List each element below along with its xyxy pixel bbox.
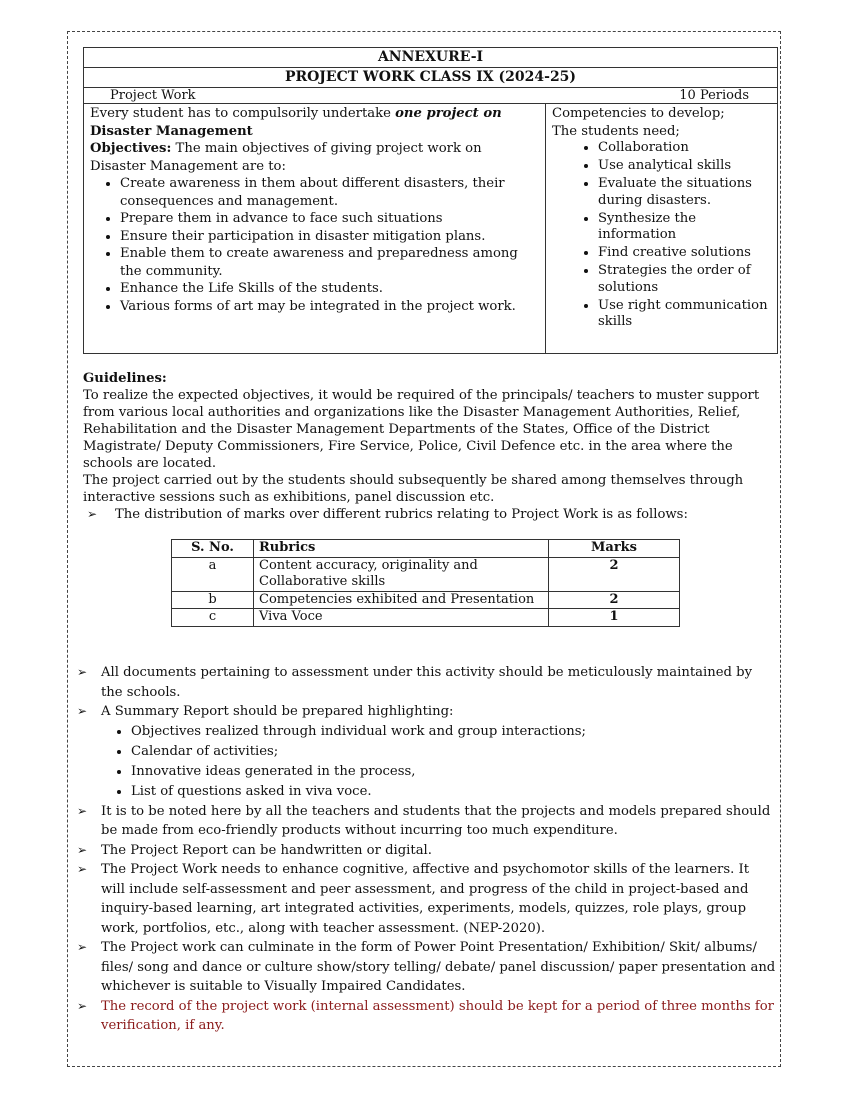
- arrow-bullet-icon: ➢: [77, 803, 88, 818]
- list-item: • Ensure their participation in disaster mitigation plans.: [120, 228, 539, 246]
- marks-table: [171, 539, 680, 627]
- record-note: The record of the project work (internal assessment) should be kept for a period of three months for verification, if any.: [101, 998, 774, 1033]
- list-item: • Various forms of art may be integrated in the project work.: [120, 298, 539, 316]
- column-header: Marks: [549, 540, 680, 558]
- subject-label: Project Work: [110, 88, 196, 103]
- list-item: • Use analytical skills: [598, 158, 771, 175]
- instruction-item: The Project Work needs to enhance cognitive, affective and psychomotor skills of the learners. It will include self-assessment and peer assessment, and progress of the child in project-based and inquiry-based learning, art integrated activities, experiments, models, quizzes, role plays, group work, portfolios, etc., along with teacher assessment. (NEP-2020).: [101, 862, 750, 936]
- project-work-table: [83, 47, 778, 354]
- list-item: • Calendar of activities;: [131, 742, 777, 762]
- arrow-bullet-icon: ➢: [77, 998, 88, 1013]
- arrow-bullet-icon: ➢: [77, 842, 88, 857]
- table-row: a Content accuracy, originality and Collaborative skills 2: [172, 557, 680, 591]
- list-item: • Create awareness in them about different disasters, their consequences and management.: [120, 175, 539, 210]
- list-item: • Evaluate the situations during disasters.: [598, 176, 771, 209]
- instruction-item: The Project work can culminate in the form of Power Point Presentation/ Exhibition/ Skit/ albums/ files/ song and dance or culture show/story telling/ debate/ panel discussion/ paper presentation and whichever is suitable to Visually Impaired Candidates.: [101, 940, 776, 994]
- list-item: • Collaboration: [598, 140, 771, 157]
- arrow-bullet-icon: ➢: [77, 704, 88, 718]
- arrow-bullet-icon: ➢: [87, 507, 98, 521]
- instruction-item: It is to be noted here by all the teachers and students that the projects and models prepared should be made from eco-friendly products without incurring too much expenditure.: [101, 803, 771, 838]
- list-item: • Synthesize the information: [598, 211, 771, 244]
- list-item: • Enable them to create awareness and preparedness among the community.: [120, 245, 539, 280]
- periods-label: 10 Periods: [679, 88, 749, 103]
- objectives-cell: Every student has to compulsorily undertake one project on Disaster Management Objectives: The main objectives of giving project work on Disaster Management are to: • Create awareness in them about different disasters, their consequences and management. • Prepare them in advance to face such situations • Ensure their participation in disaster mitigation plans. • Enable them to create awareness and preparedness among the community. • Enhance the Life Skills of the students. • Various forms of art may be integrated in the project work.: [84, 104, 546, 354]
- summary-list: [77, 722, 777, 802]
- instruction-item: All documents pertaining to assessment under this activity should be meticulously maintained by the schools.: [101, 665, 753, 700]
- arrow-bullet-icon: ➢: [77, 862, 88, 876]
- instruction-item: A Summary Report should be prepared highlighting:: [101, 704, 454, 719]
- list-item: • Innovative ideas generated in the process,: [131, 762, 777, 782]
- guidelines-section: Guidelines: To realize the expected objectives, it would be required of the principals/ teachers to muster support from various local authorities and organizations like the Disaster Management Authorities, Relief, Rehabilitation and the Disaster Management Departments of the States, Office of the District Magistrate/ Deputy Commissioners, Fire Service, Police, Civil Defence etc. in the area where the schools are located. The project carried out by the students should subsequently be shared among themselves through interactive sessions such as exhibitions, panel discussion etc. ➢ The distribution of marks over different rubrics relating to Project Work is as follows:: [83, 370, 773, 523]
- list-item: • Strategies the order of solutions: [598, 263, 771, 296]
- column-header: Rubrics: [254, 540, 549, 558]
- competencies-cell: Competencies to develop; The students need; • Collaboration • Use analytical skills • Evaluate the situations during disasters. • Synthesize the information • Find creative solutions • Strategies the order of solutions • Use right communication skills: [546, 104, 778, 354]
- objectives-list: [90, 175, 539, 315]
- arrow-bullet-icon: ➢: [77, 940, 88, 954]
- instructions-list: [77, 663, 777, 1036]
- page-title: PROJECT WORK CLASS IX (2024-25): [84, 68, 778, 88]
- guidelines-paragraph: The project carried out by the students should subsequently be shared among themselves through interactive sessions such as exhibitions, panel discussion etc.: [83, 473, 744, 505]
- list-item: • Find creative solutions: [598, 245, 771, 262]
- table-row: c Viva Voce 1: [172, 609, 680, 627]
- annexure-title: ANNEXURE-I: [84, 48, 778, 68]
- guidelines-paragraph: To realize the expected objectives, it would be required of the principals/ teachers to muster support from various local authorities and organizations like the Disaster Management Authorities, Relief, Rehabilitation and the Disaster Management Departments of the States, Office of the District Magistrate/ Deputy Commissioners, Fire Service, Police, Civil Defence etc. in the area where the schools are located.: [83, 388, 760, 471]
- list-item: • Prepare them in advance to face such situations: [120, 210, 539, 228]
- project-emphasis: one project on: [395, 106, 502, 121]
- list-item: • Use right communication skills: [598, 298, 771, 331]
- topic-name: Disaster Management: [90, 123, 253, 139]
- list-item: • Enhance the Life Skills of the students.: [120, 280, 539, 298]
- competencies-title: Competencies to develop;: [552, 106, 725, 121]
- column-header: S. No.: [172, 540, 254, 558]
- guidelines-heading: Guidelines:: [83, 371, 167, 386]
- list-item: • List of questions asked in viva voce.: [131, 782, 777, 802]
- competencies-list: [552, 140, 771, 331]
- instruction-item: The Project Report can be handwritten or digital.: [101, 842, 432, 858]
- table-row: b Competencies exhibited and Presentation 2: [172, 591, 680, 609]
- list-item: • Objectives realized through individual work and group interactions;: [131, 722, 777, 742]
- arrow-bullet-icon: ➢: [77, 665, 88, 679]
